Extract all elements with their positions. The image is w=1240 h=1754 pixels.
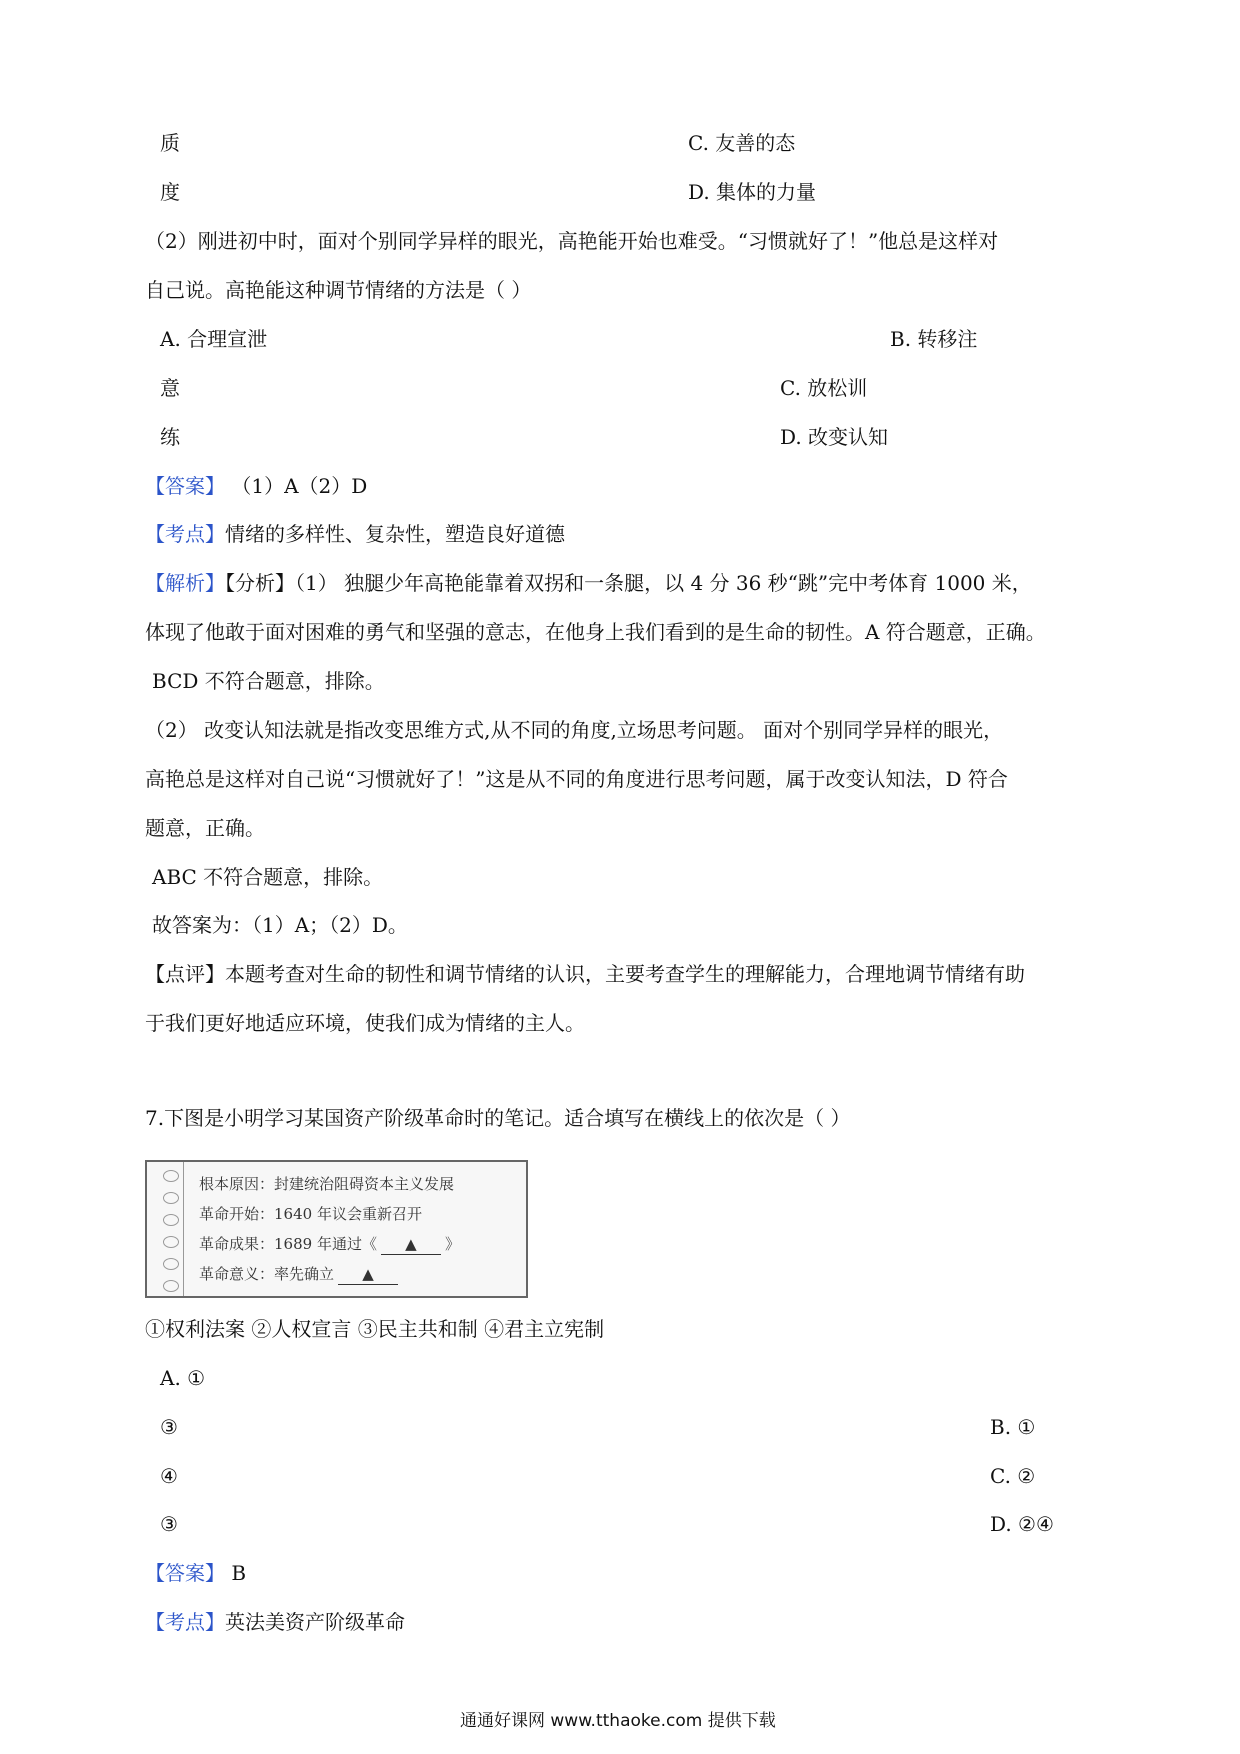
knowledge-point-row <box>145 1608 405 1636</box>
option-a-continuation-left: ③ <box>160 1415 178 1439</box>
option-d: D. 集体的力量 <box>688 180 817 204</box>
question-7-stem: 7.下图是小明学习某国资产阶级革命时的笔记。适合填写在横线上的依次是（ ） <box>145 1106 851 1130</box>
option-b-continuation-left: 意 <box>160 376 180 400</box>
answer-text: B <box>231 1561 247 1585</box>
answer-label: 【答案】 <box>145 1561 225 1585</box>
option-c-continuation-left: 练 <box>160 425 180 449</box>
analysis-line1 <box>145 569 1032 597</box>
option-b: B. 转移注 <box>890 327 978 351</box>
analysis-label: 【解析】 <box>145 571 225 595</box>
knowledge-point-label: 【考点】 <box>145 522 225 546</box>
option-c-continuation-left: 质 <box>160 131 180 155</box>
knowledge-point-text: 情绪的多样性、复杂性，塑造良好道德 <box>225 522 565 546</box>
note-line-2: 革命开始：1640 年议会重新召开 <box>199 1205 422 1223</box>
knowledge-point-label: 【考点】 <box>145 1610 225 1634</box>
option-c: C. ② <box>990 1464 1036 1488</box>
option-d-continuation-left: 度 <box>160 180 180 204</box>
option-d: D. 改变认知 <box>780 425 889 449</box>
comment-line1: 【点评】本题考查对生命的韧性和调节情绪的认识，主要考查学生的理解能力，合理地调节情绪有助 <box>145 962 1025 986</box>
note-line-1: 根本原因：封建统治阻碍资本主义发展 <box>199 1175 455 1193</box>
option-c-continuation-left: ③ <box>160 1512 178 1536</box>
option-d: D. ②④ <box>990 1512 1054 1536</box>
option-a: A. ① <box>160 1366 206 1390</box>
page-footer: 通通好课网 www.tthaoke.com 提供下载 <box>460 1711 776 1731</box>
answer-row <box>145 472 367 500</box>
analysis-line3: BCD 不符合题意，排除。 <box>152 669 385 693</box>
knowledge-point-row <box>145 520 565 548</box>
analysis-line2: 体现了他敢于面对困难的勇气和坚强的意志，在他身上我们看到的是生命的韧性。A 符合题意，正确。 <box>145 620 1046 644</box>
option-c: C. 友善的态 <box>688 131 796 155</box>
analysis-line8: 故答案为：（1）A；（2）D。 <box>152 913 408 937</box>
notebook-image <box>145 1160 528 1298</box>
analysis-text-1: 【分析】（1） 独腿少年高艳能靠着双拐和一条腿，以 4 分 36 秒“跳”完中考体育 1000 米， <box>225 571 1032 595</box>
comment-line2: 于我们更好地适应环境，使我们成为情绪的主人。 <box>145 1011 585 1035</box>
note-blank-1: ▲ <box>381 1234 441 1255</box>
sub-question-2-line2: 自己说。高艳能这种调节情绪的方法是（ ） <box>145 278 532 302</box>
analysis-line6: 题意，正确。 <box>145 816 265 840</box>
sub-question-2-line1: （2）刚进初中时，面对个别同学异样的眼光，高艳能开始也难受。“习惯就好了！”他总是这样对 <box>145 229 999 253</box>
note-line-3: 革命成果：1689 年通过《 ▲ 》 <box>199 1235 460 1253</box>
notebook-spiral <box>157 1162 184 1296</box>
option-b: B. ① <box>990 1415 1036 1439</box>
knowledge-point-text: 英法美资产阶级革命 <box>225 1610 405 1634</box>
analysis-line4: （2） 改变认知法就是指改变思维方式,从不同的角度,立场思考问题。 面对个别同学异样的眼光， <box>145 718 1004 742</box>
answer-row <box>145 1559 246 1587</box>
option-a: A. 合理宣泄 <box>160 327 268 351</box>
answer-text: （1）A（2）D <box>231 474 368 498</box>
analysis-line7: ABC 不符合题意，排除。 <box>152 865 384 889</box>
option-b-continuation-left: ④ <box>160 1464 178 1488</box>
note-blank-2: ▲ <box>338 1264 398 1285</box>
note-line-4: 革命意义：率先确立 ▲ <box>199 1264 402 1285</box>
option-c: C. 放松训 <box>780 376 868 400</box>
analysis-line5: 高艳总是这样对自己说“习惯就好了！”这是从不同的角度进行思考问题，属于改变认知法，D 符合 <box>145 767 1008 791</box>
answer-label: 【答案】 <box>145 474 225 498</box>
question-7-choices: ①权利法案 ②人权宣言 ③民主共和制 ④君主立宪制 <box>145 1317 605 1341</box>
